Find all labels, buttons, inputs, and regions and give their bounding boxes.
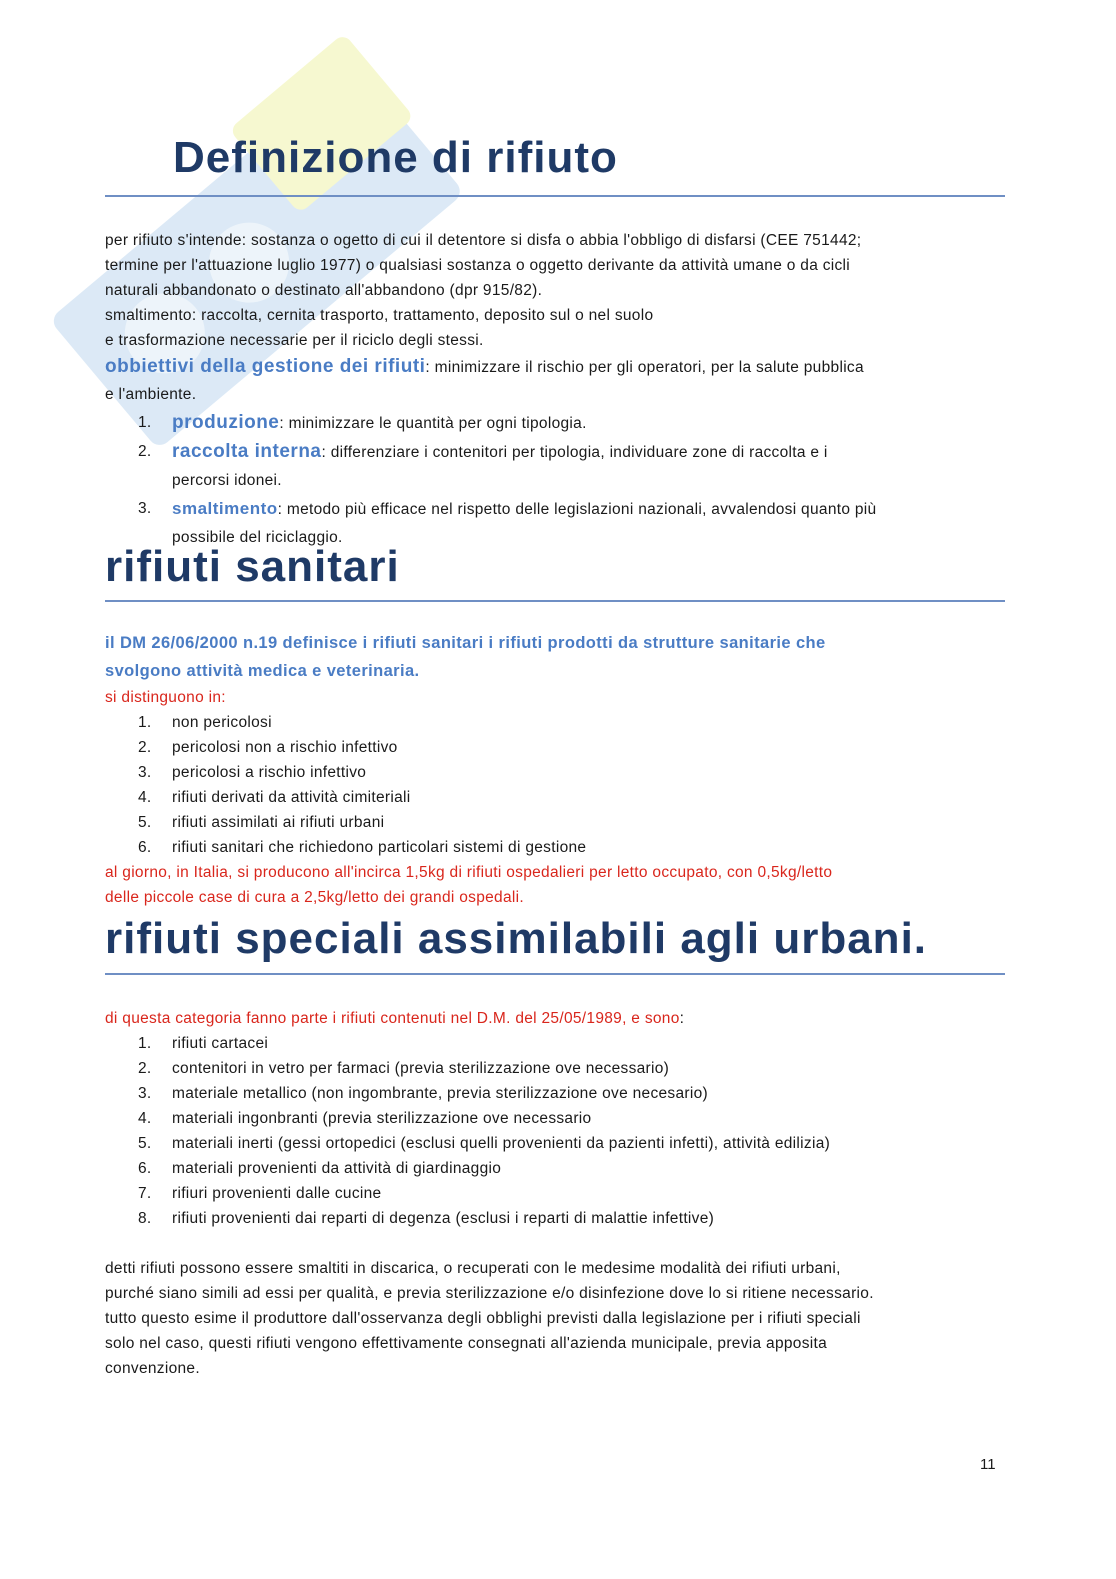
paragraph-line: termine per l'attuazione luglio 1977) o qualsiasi sostanza o oggetto derivante da attività umane o da cicli	[105, 257, 851, 274]
speciali-intro-text: di questa categoria fanno parte i rifiuti contenuti nel D.M. del 25/05/1989, e sono	[105, 1010, 680, 1027]
list-item	[105, 438, 1005, 495]
list-text: possibile del riciclaggio.	[172, 529, 343, 546]
list-text: materiali ingonbranti (previa sterilizzazione ove necessario	[172, 1110, 592, 1127]
paragraph-line: e l'ambiente.	[105, 386, 197, 403]
objectives-term: obbiettivi della gestione dei rifiuti	[105, 356, 426, 377]
list-text: : metodo più efficace nel rispetto delle legislazioni nazionali, avvalendosi quanto più	[277, 501, 877, 518]
list-text: materiali provenienti da attività di giardinaggio	[172, 1160, 502, 1177]
list-term: produzione	[172, 412, 280, 433]
list-text: non pericolosi	[172, 714, 272, 731]
list-number: 6.	[138, 839, 152, 856]
list-text: : minimizzare le quantità per ogni tipologia.	[279, 415, 587, 432]
list-number: 2.	[138, 739, 152, 756]
list-item	[105, 1056, 1005, 1081]
list-number: 1.	[138, 714, 152, 731]
section-speciali-body	[105, 1006, 1005, 1381]
paragraph-line: e trasformazione necessarie per il riciclo degli stessi.	[105, 332, 484, 349]
list-item	[105, 710, 1005, 735]
objectives-text: : minimizzare il rischio per gli operatori, per la salute pubblica	[425, 359, 864, 376]
paragraph-line: per rifiuto s'intende: sostanza o ogetto di cui il detentore si disfa o abbia l'obbligo di disfarsi (CEE 751442;	[105, 232, 862, 249]
speciali-intro-colon: :	[679, 1010, 685, 1027]
list-item	[105, 1131, 1005, 1156]
closing-paragraph	[105, 1256, 1005, 1381]
list-text: rifiuti sanitari che richiedono particolari sistemi di gestione	[172, 839, 587, 856]
list-term: raccolta interna	[172, 441, 322, 462]
objectives-line	[105, 353, 1005, 382]
list-text: materiali inerti (gessi ortopedici (esclusi quelli provenienti da pazienti infetti), attività edilizia)	[172, 1135, 831, 1152]
list-text: pericolosi non a rischio infettivo	[172, 739, 398, 756]
list-number: 5.	[138, 1135, 152, 1152]
list-item	[105, 735, 1005, 760]
paragraph-line: convenzione.	[105, 1360, 200, 1377]
distinguish-label: si distinguono in:	[105, 689, 226, 706]
section-sanitari-body	[105, 629, 1005, 910]
list-item	[105, 1081, 1005, 1106]
paragraph-line: detti rifiuti possono essere smaltiti in discarica, o recuperati con le medesime modalità dei rifiuti urbani,	[105, 1260, 841, 1277]
list-item	[105, 1106, 1005, 1131]
section-definizione-body	[105, 228, 1005, 552]
page-number: 11	[980, 1456, 996, 1473]
list-item	[105, 760, 1005, 785]
heading-rule	[105, 973, 1005, 975]
speciali-list	[105, 1031, 1005, 1231]
dm-intro-line: il DM 26/06/2000 n.19 definisce i rifiuti sanitari i rifiuti prodotti da strutture sanitarie che	[105, 634, 826, 652]
list-term: smaltimento	[172, 499, 278, 518]
speciali-intro	[105, 1006, 1005, 1031]
list-text: pericolosi a rischio infettivo	[172, 764, 367, 781]
sanitari-list	[105, 710, 1005, 860]
paragraph-line: solo nel caso, questi rifiuti vengono effettivamente consegnati all'azienda municipale, previa apposita	[105, 1335, 828, 1352]
dm-intro-line: svolgono attività medica e veterinaria.	[105, 662, 420, 680]
list-number: 2.	[138, 443, 152, 460]
list-number: 3.	[138, 764, 152, 781]
production-note-line: delle piccole case di cura a 2,5kg/letto dei grandi ospedali.	[105, 889, 524, 906]
paragraph-line: smaltimento: raccolta, cernita trasporto, trattamento, deposito sul o nel suolo	[105, 307, 654, 324]
production-note-line: al giorno, in Italia, si producono all'incirca 1,5kg di rifiuti ospedalieri per letto occupato, con 0,5kg/letto	[105, 864, 833, 881]
list-number: 3.	[138, 1085, 152, 1102]
list-number: 4.	[138, 789, 152, 806]
heading-rifiuti-speciali: rifiuti speciali assimilabili agli urbani.	[105, 914, 928, 963]
list-item	[105, 835, 1005, 860]
list-item	[105, 1206, 1005, 1231]
list-item	[105, 1156, 1005, 1181]
heading-rifiuti-sanitari: rifiuti sanitari	[105, 542, 400, 591]
list-number: 1.	[138, 414, 152, 431]
list-number: 6.	[138, 1160, 152, 1177]
list-text: rifiuri provenienti dalle cucine	[172, 1185, 382, 1202]
list-number: 2.	[138, 1060, 152, 1077]
list-number: 1.	[138, 1035, 152, 1052]
list-number: 5.	[138, 814, 152, 831]
paragraph-line: tutto questo esime il produttore dall'osservanza degli obblighi previsti dalla legislazione per i rifiuti speciali	[105, 1310, 861, 1327]
heading-rule	[105, 195, 1005, 197]
objectives-list	[105, 409, 1005, 552]
list-text: rifiuti derivati da attività cimiteriali	[172, 789, 411, 806]
list-text: : differenziare i contenitori per tipologia, individuare zone di raccolta e i	[321, 444, 828, 461]
list-text: materiale metallico (non ingombrante, previa sterilizzazione ove necesario)	[172, 1085, 708, 1102]
paragraph-line: purché siano simili ad essi per qualità, e previa sterilizzazione e/o disinfezione dove lo si ritiene necessario.	[105, 1285, 874, 1302]
heading-rule	[105, 600, 1005, 602]
list-text: rifiuti assimilati ai rifiuti urbani	[172, 814, 385, 831]
list-number: 4.	[138, 1110, 152, 1127]
heading-definizione: Definizione di rifiuto	[173, 133, 618, 182]
list-text: contenitori in vetro per farmaci (previa sterilizzazione ove necessario)	[172, 1060, 670, 1077]
list-text: rifiuti provenienti dai reparti di degenza (esclusi i reparti di malattie infettive)	[172, 1210, 715, 1227]
list-item	[105, 785, 1005, 810]
list-text: rifiuti cartacei	[172, 1035, 269, 1052]
list-item	[105, 1031, 1005, 1056]
list-item	[105, 810, 1005, 835]
list-text: percorsi idonei.	[172, 472, 282, 489]
list-item	[105, 1181, 1005, 1206]
list-number: 3.	[138, 500, 152, 517]
list-number: 7.	[138, 1185, 152, 1202]
paragraph-line: naturali abbandonato o destinato all'abbandono (dpr 915/82).	[105, 282, 543, 299]
list-number: 8.	[138, 1210, 152, 1227]
list-item	[105, 409, 1005, 438]
